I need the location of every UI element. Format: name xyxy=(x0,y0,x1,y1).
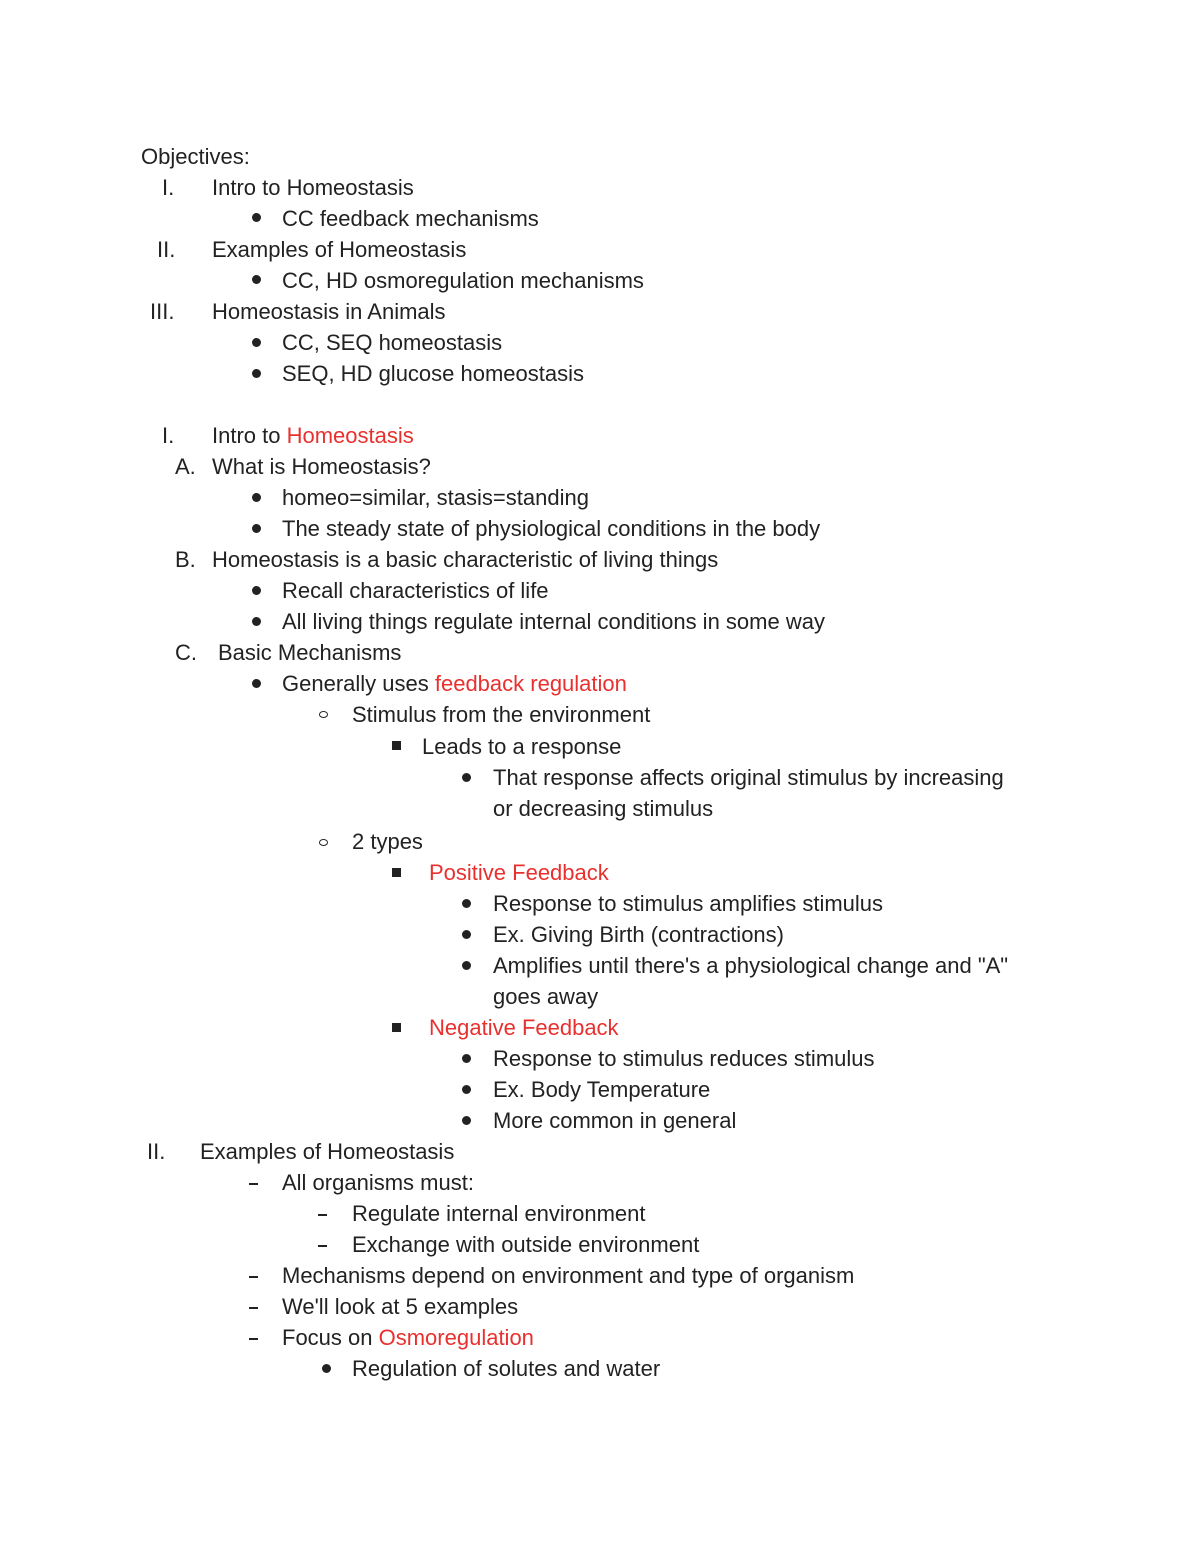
bullet-icon xyxy=(252,617,261,626)
objective-sub: CC, HD osmoregulation mechanisms xyxy=(282,268,644,293)
square-bullet-icon xyxy=(392,1023,401,1032)
bullet-icon xyxy=(252,213,261,222)
bullet-text-continued: goes away xyxy=(493,984,599,1009)
subsection-title: Basic Mechanisms xyxy=(218,640,402,665)
bullet-text: The steady state of physiological conditions in the body xyxy=(282,516,821,541)
bullet-text: Stimulus from the environment xyxy=(352,702,651,727)
bullet-text: We'll look at 5 examples xyxy=(282,1294,519,1319)
subsection-marker: A. xyxy=(175,454,196,479)
bullet-icon xyxy=(462,1085,471,1094)
bullet-text: Ex. Body Temperature xyxy=(493,1077,711,1102)
bullet-text: Regulate internal environment xyxy=(352,1201,646,1226)
section-marker: I. xyxy=(162,423,175,448)
bullet-text: Amplifies until there's a physiological change and "A" xyxy=(493,953,1009,978)
subsection-marker: C. xyxy=(175,640,197,665)
dash-bullet-icon xyxy=(318,1245,327,1247)
circle-bullet-icon xyxy=(319,839,328,846)
section-title-prefix: Intro to xyxy=(212,423,287,448)
bullet-text: Response to stimulus reduces stimulus xyxy=(493,1046,875,1071)
bullet-text: All living things regulate internal conditions in some way xyxy=(282,609,825,634)
objective-item: Homeostasis in Animals xyxy=(212,299,446,324)
bullet-icon xyxy=(252,586,261,595)
circle-bullet-icon xyxy=(319,711,328,718)
square-bullet-icon xyxy=(392,741,401,750)
bullet-icon xyxy=(252,524,261,533)
bullet-text xyxy=(282,668,627,699)
bullet-text: Ex. Giving Birth (contractions) xyxy=(493,922,784,947)
dash-bullet-icon xyxy=(318,1214,327,1216)
bullet-icon xyxy=(462,1054,471,1063)
dash-bullet-icon xyxy=(249,1183,258,1185)
dash-bullet-icon xyxy=(249,1338,258,1340)
bullet-icon xyxy=(252,369,261,378)
bullet-text: That response affects original stimulus by increasing xyxy=(493,765,1004,790)
objective-sub: CC, SEQ homeostasis xyxy=(282,330,503,355)
bullet-text: More common in general xyxy=(493,1108,737,1133)
bullet-icon xyxy=(252,275,261,284)
objective-item: Intro to Homeostasis xyxy=(212,175,414,200)
bullet-icon xyxy=(322,1364,331,1373)
dash-bullet-icon xyxy=(249,1276,258,1278)
bullet-text: Exchange with outside environment xyxy=(352,1232,700,1257)
objective-marker: I. xyxy=(162,175,175,200)
bullet-icon xyxy=(462,773,471,782)
bullet-prefix: Generally uses xyxy=(282,671,435,696)
objective-marker: III. xyxy=(150,299,175,324)
bullet-text: Leads to a response xyxy=(422,734,622,759)
square-bullet-icon xyxy=(392,868,401,877)
objectives-heading: Objectives: xyxy=(141,144,250,169)
objective-item: Examples of Homeostasis xyxy=(212,237,467,262)
objective-sub: CC feedback mechanisms xyxy=(282,206,539,231)
bullet-text: Response to stimulus amplifies stimulus xyxy=(493,891,884,916)
section-title-highlight: Homeostasis xyxy=(286,423,414,448)
bullet-text: Regulation of solutes and water xyxy=(352,1356,661,1381)
negative-feedback-label: Negative Feedback xyxy=(429,1015,619,1040)
dash-bullet-icon xyxy=(249,1307,258,1309)
bullet-text-continued: or decreasing stimulus xyxy=(493,796,714,821)
section-title xyxy=(212,420,414,451)
bullet-icon xyxy=(252,493,261,502)
bullet-text: Mechanisms depend on environment and type of organism xyxy=(282,1263,855,1288)
bullet-highlight: feedback regulation xyxy=(434,671,627,696)
objective-marker: II. xyxy=(157,237,176,262)
bullet-icon xyxy=(252,338,261,347)
bullet-icon xyxy=(462,1116,471,1125)
bullet-text: All organisms must: xyxy=(282,1170,474,1195)
subsection-title: What is Homeostasis? xyxy=(212,454,431,479)
section-marker: II. xyxy=(147,1139,166,1164)
bullet-icon xyxy=(462,899,471,908)
bullet-highlight: Osmoregulation xyxy=(378,1325,534,1350)
bullet-icon xyxy=(252,679,261,688)
bullet-text: homeo=similar, stasis=standing xyxy=(282,485,589,510)
bullet-prefix: Focus on xyxy=(282,1325,379,1350)
bullet-text: Recall characteristics of life xyxy=(282,578,549,603)
subsection-title: Homeostasis is a basic characteristic of living things xyxy=(212,547,719,572)
bullet-icon xyxy=(462,930,471,939)
bullet-text: 2 types xyxy=(352,829,423,854)
bullet-icon xyxy=(462,961,471,970)
bullet-text xyxy=(282,1322,534,1353)
objective-sub: SEQ, HD glucose homeostasis xyxy=(282,361,585,386)
positive-feedback-label: Positive Feedback xyxy=(429,860,609,885)
section-title: Examples of Homeostasis xyxy=(200,1139,455,1164)
subsection-marker: B. xyxy=(175,547,196,572)
